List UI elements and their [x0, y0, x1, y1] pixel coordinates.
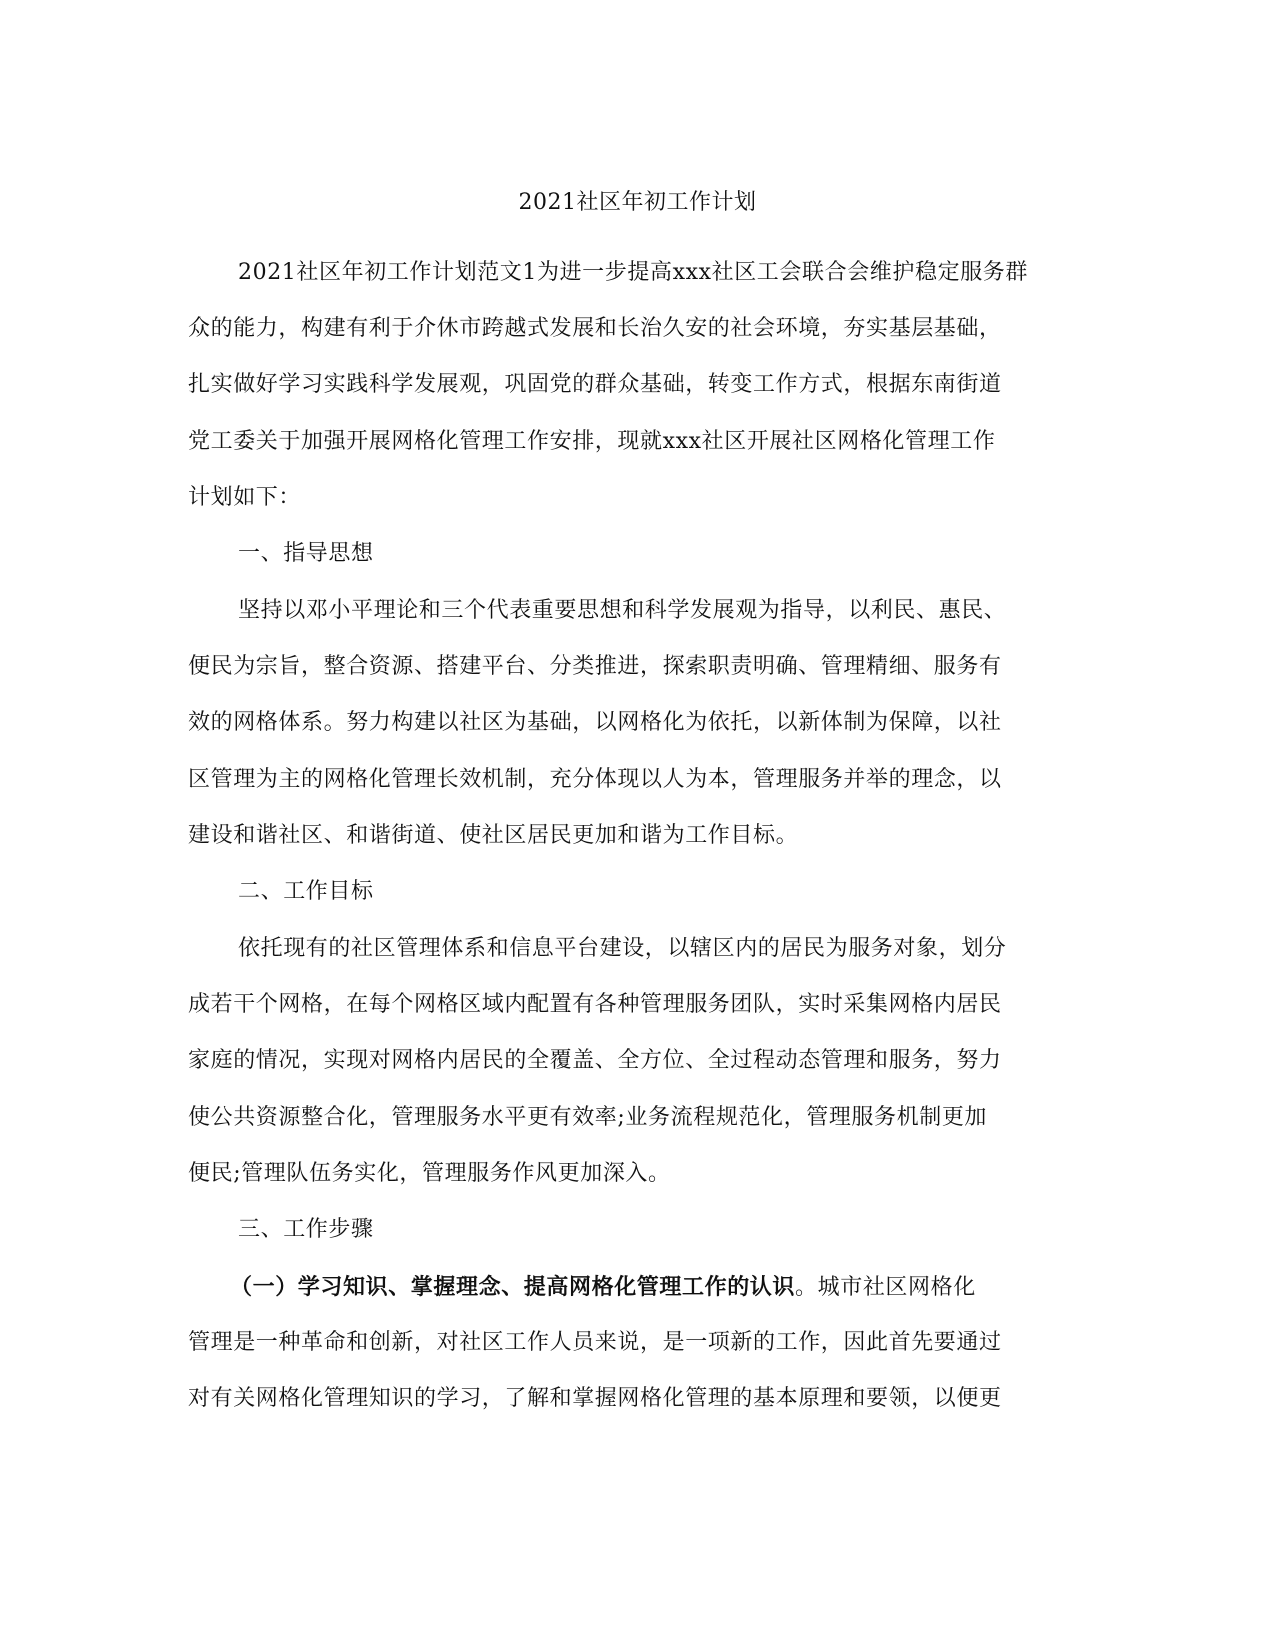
section2-line-1: 依托现有的社区管理体系和信息平台建设，以辖区内的居民为服务对象，划分 [238, 936, 1007, 961]
section3-subsection-line [230, 1272, 976, 1303]
intro-line-3: 扎实做好学习实践科学发展观，巩固党的群众基础，转变工作方式，根据东南街道 [188, 372, 1002, 397]
section-heading-3: 三、工作步骤 [238, 1217, 374, 1242]
section2-line-2: 成若干个网格，在每个网格区域内配置有各种管理服务团队，实时采集网格内居民 [188, 992, 1002, 1017]
section2-line-5: 便民;管理队伍务实化，管理服务作风更加深入。 [188, 1161, 671, 1186]
section-heading-2: 二、工作目标 [238, 879, 374, 904]
section3-line-1: 管理是一种革命和创新，对社区工作人员来说，是一项新的工作，因此首先要通过 [188, 1330, 1002, 1355]
subsection-title: （一）学习知识、掌握理念、提高网格化管理工作的认识 [230, 1274, 796, 1300]
intro-line-4: 党工委关于加强开展网格化管理工作安排，现就xxx社区开展社区网格化管理工作 [188, 429, 996, 454]
section1-line-5: 建设和谐社区、和谐街道、使社区居民更加和谐为工作目标。 [188, 823, 799, 848]
subsection-text: 。城市社区网格化 [795, 1275, 976, 1300]
intro-line-2: 众的能力，构建有利于介休市跨越式发展和长治久安的社会环境，夯实基层基础， [188, 316, 1002, 341]
section1-line-4: 区管理为主的网格化管理长效机制，充分体现以人为本，管理服务并举的理念，以 [188, 767, 1002, 792]
section2-line-4: 使公共资源整合化，管理服务水平更有效率;业务流程规范化，管理服务机制更加 [188, 1105, 988, 1130]
section1-line-2: 便民为宗旨，整合资源、搭建平台、分类推进，探索职责明确、管理精细、服务有 [188, 654, 1002, 679]
intro-line-1: 2021社区年初工作计划范文1为进一步提高xxx社区工会联合会维护稳定服务群 [238, 260, 1029, 285]
section1-line-1: 坚持以邓小平理论和三个代表重要思想和科学发展观为指导，以利民、惠民、 [238, 598, 1007, 623]
section1-line-3: 效的网格体系。努力构建以社区为基础，以网格化为依托，以新体制为保障，以社 [188, 710, 1002, 735]
section-heading-1: 一、指导思想 [238, 541, 374, 566]
section3-line-2: 对有关网格化管理知识的学习，了解和掌握网格化管理的基本原理和要领，以便更 [188, 1386, 1002, 1411]
document-title: 2021社区年初工作计划 [518, 190, 757, 215]
intro-line-5: 计划如下： [188, 485, 302, 510]
section2-line-3: 家庭的情况，实现对网格内居民的全覆盖、全方位、全过程动态管理和服务，努力 [188, 1048, 1002, 1073]
